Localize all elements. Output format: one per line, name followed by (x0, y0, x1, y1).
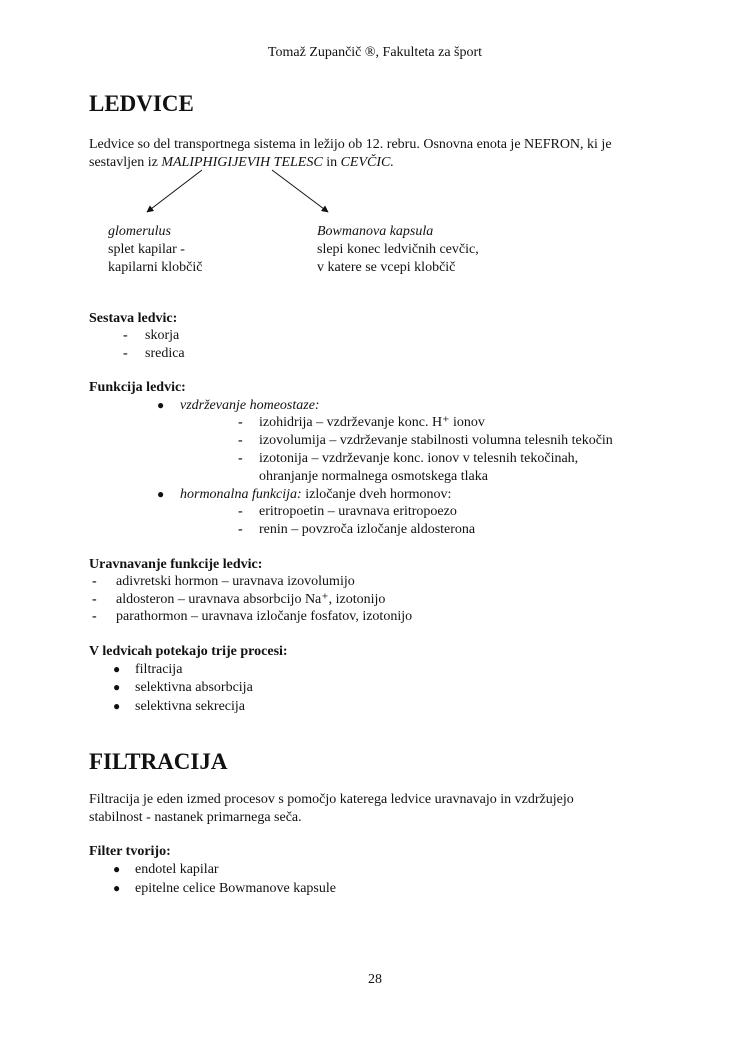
bullet-icon: ● (113, 862, 121, 876)
uravnavanje-item: parathormon – uravnava izločanje fosfatov, izotonijo (116, 609, 413, 624)
uravnavanje-heading: Uravnavanje funkcije ledvic: (89, 557, 263, 572)
bowman-line-2: v katere se vcepi klobčič (317, 260, 456, 275)
dash-icon: - (92, 574, 97, 589)
procesi-item: selektivna sekrecija (135, 699, 246, 714)
filtracija-intro-line-2: stabilnost - nastanek primarnega seča. (89, 810, 302, 825)
homeostaza-sub-item-cont: ohranjanje normalnega osmotskega tlaka (259, 469, 488, 484)
funkcija-item-hormonalna: hormonalna funkcija: izločanje dveh hormonov: (180, 487, 452, 502)
funkcija-item-homeostaza: vzdrževanje homeostaze: (180, 398, 320, 413)
procesi-heading: V ledvicah potekajo trije procesi: (89, 644, 288, 659)
glomerulus-line-2: kapilarni klobčič (108, 260, 203, 275)
bullet-icon: ● (157, 398, 165, 412)
bowman-line-1: slepi konec ledvičnih cevčic, (317, 242, 479, 257)
uravnavanje-item: adivretski hormon – uravnava izovolumijo (116, 574, 355, 589)
procesi-item: selektivna absorbcija (135, 680, 253, 695)
dash-icon: - (238, 415, 243, 430)
bullet-icon: ● (157, 487, 165, 501)
homeostaza-sub-item: izovolumija – vzdrževanje stabilnosti volumna telesnih tekočin (259, 433, 613, 448)
sestava-item: sredica (145, 346, 185, 361)
bullet-icon: ● (113, 699, 121, 713)
sestava-heading: Sestava ledvic: (89, 311, 178, 326)
uravnavanje-item: aldosteron – uravnava absorbcijo Na⁺, izotonijo (116, 592, 386, 607)
procesi-item: filtracija (135, 662, 183, 677)
filter-item: endotel kapilar (135, 862, 219, 877)
dash-icon: - (238, 451, 243, 466)
dash-icon: - (238, 504, 243, 519)
sestava-item: skorja (145, 328, 180, 343)
section-title-ledvice: LEDVICE (89, 91, 194, 116)
page-number: 28 (368, 972, 382, 987)
hormonalna-sub-item: renin – povzroča izločanje aldosterona (259, 522, 476, 537)
hormonalna-sub-item: eritropoetin – uravnava eritropoezo (259, 504, 457, 519)
bullet-icon: ● (113, 881, 121, 895)
dash-icon: - (238, 522, 243, 537)
glomerulus-title: glomerulus (108, 224, 171, 239)
filter-item: epitelne celice Bowmanove kapsule (135, 881, 336, 896)
bullet-icon: ● (113, 680, 121, 694)
bowman-title: Bowmanova kapsula (317, 224, 434, 239)
arrow-to-bowman (272, 170, 328, 212)
filtracija-intro-line-1: Filtracija je eden izmed procesov s pomočjo katerega ledvice uravnavajo in vzdržujejo (89, 792, 574, 807)
dash-icon: - (238, 433, 243, 448)
dash-icon: - (123, 346, 128, 361)
homeostaza-sub-item: izohidrija – vzdrževanje konc. H⁺ ionov (259, 415, 485, 430)
glomerulus-line-1: splet kapilar - (108, 242, 185, 257)
dash-icon: - (123, 328, 128, 343)
funkcija-heading: Funkcija ledvic: (89, 380, 186, 395)
dash-icon: - (92, 592, 97, 607)
bullet-icon: ● (113, 662, 121, 676)
intro-line-2: sestavljen iz MALIPHIGIJEVIH TELESC in CEVČIC. (89, 155, 394, 170)
running-header: Tomaž Zupančič ®, Fakulteta za šport (267, 45, 483, 60)
intro-line-1: Ledvice so del transportnega sistema in ležijo ob 12. rebru. Osnovna enota je NEFRON, ki je (89, 137, 612, 152)
homeostaza-sub-item: izotonija – vzdrževanje konc. ionov v telesnih tekočinah, (259, 451, 579, 466)
filter-heading: Filter tvorijo: (89, 844, 171, 859)
section-title-filtracija: FILTRACIJA (89, 749, 228, 774)
dash-icon: - (92, 609, 97, 624)
arrow-to-glomerulus (147, 170, 202, 212)
